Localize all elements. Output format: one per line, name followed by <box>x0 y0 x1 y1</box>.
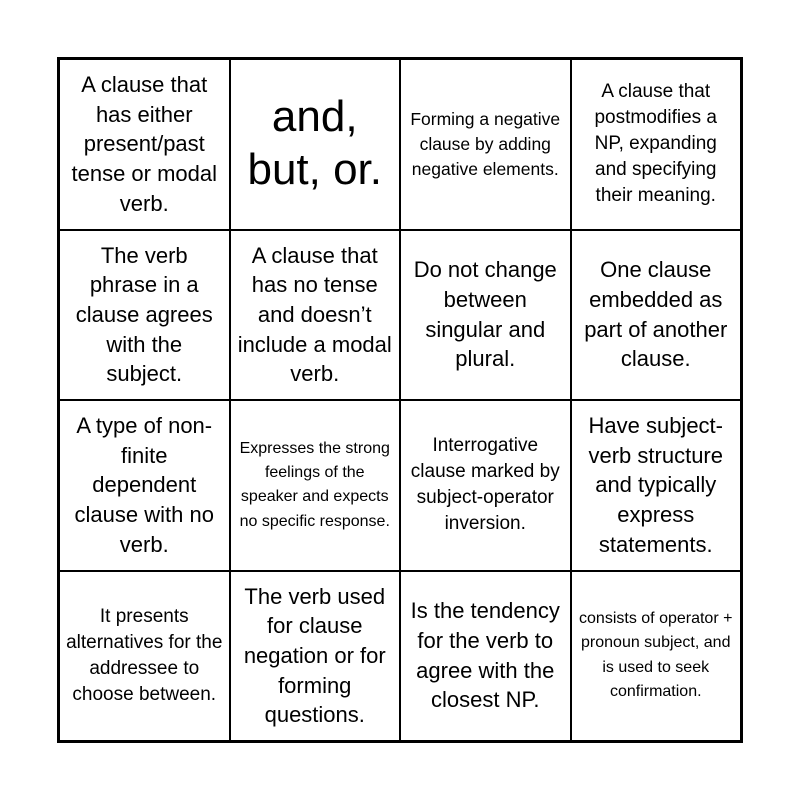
cell-text: consists of operator + pronoun subject, and is used to seek confirmation. <box>579 610 733 701</box>
cell-text: One clause embedded as part of another clause. <box>584 257 728 372</box>
bingo-card <box>57 57 743 743</box>
cell-text: Have subject-verb structure and typically express statements. <box>588 413 723 557</box>
bingo-cell-15[interactable] <box>400 571 571 742</box>
cell-text: A clause that has either present/past tense or modal verb. <box>71 72 218 216</box>
cell-text: Do not change between singular and plural. <box>413 257 557 372</box>
cell-text: The verb used for clause negation or for forming questions. <box>243 583 386 728</box>
cell-text: The verb phrase in a clause agrees with the subject. <box>75 242 213 387</box>
cell-text: Forming a negative clause by adding negative elements. <box>410 108 561 179</box>
bingo-cell-1[interactable] <box>59 59 230 230</box>
cell-text: Is the tendency for the verb to agree with the closest NP. <box>410 598 560 713</box>
bingo-cell-16[interactable] <box>571 571 742 742</box>
bingo-cell-8[interactable] <box>571 230 742 401</box>
bingo-cell-7[interactable] <box>400 230 571 401</box>
bingo-cell-14[interactable] <box>230 571 401 742</box>
bingo-cell-3[interactable] <box>400 59 571 230</box>
cell-text: A type of non-finite dependent clause with no verb. <box>74 413 214 557</box>
bingo-cell-4[interactable] <box>571 59 742 230</box>
bingo-cell-10[interactable] <box>230 400 401 571</box>
cell-text: A clause that postmodifies a NP, expanding and specifying their meaning. <box>594 81 717 207</box>
cell-text: Interrogative clause marked by subject-operator inversion. <box>410 435 560 535</box>
bingo-cell-9[interactable] <box>59 400 230 571</box>
bingo-cell-13[interactable] <box>59 571 230 742</box>
bingo-cell-12[interactable] <box>571 400 742 571</box>
bingo-cell-6[interactable] <box>230 230 401 401</box>
bingo-cell-5[interactable] <box>59 230 230 401</box>
bingo-cell-11[interactable] <box>400 400 571 571</box>
cell-text: Expresses the strong feelings of the speaker and expects no specific response. <box>239 439 390 530</box>
cell-text: A clause that has no tense and doesn’t include a modal verb. <box>237 242 392 387</box>
bingo-cell-2[interactable] <box>230 59 401 230</box>
cell-text: and, but, or. <box>247 92 383 195</box>
cell-text: It presents alternatives for the addressee to choose between. <box>66 605 223 705</box>
